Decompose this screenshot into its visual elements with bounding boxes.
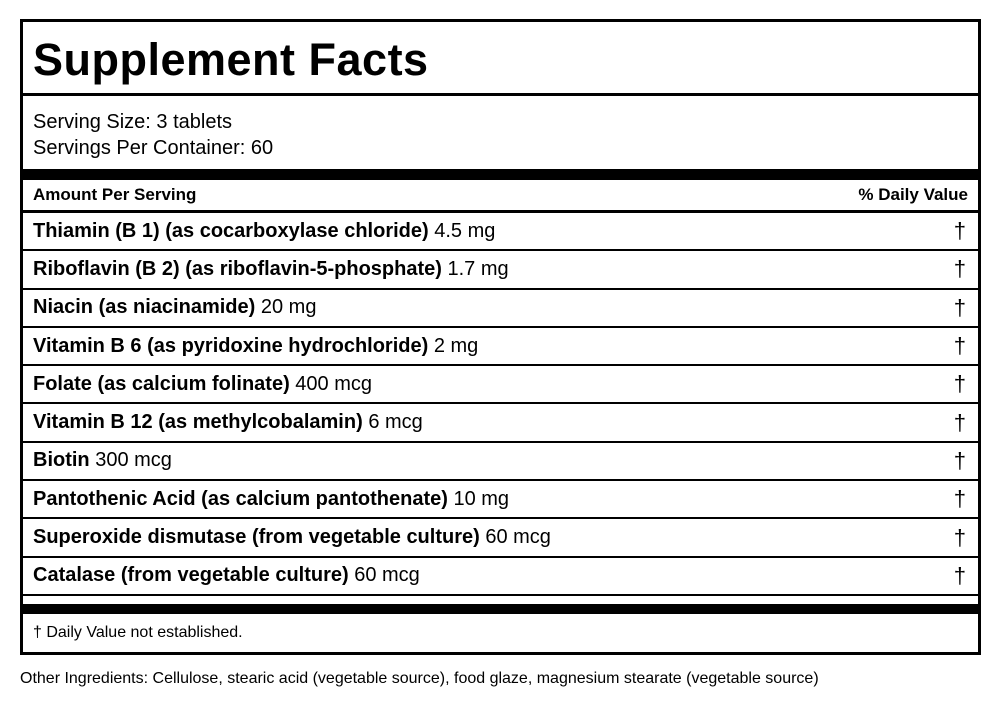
nutrient-row (23, 519, 978, 557)
daily-value-marker: † (953, 486, 966, 512)
spacer (23, 596, 978, 604)
nutrient-row (23, 481, 978, 519)
nutrient-row (23, 366, 978, 404)
daily-value-marker: † (953, 562, 966, 588)
nutrient-amount: 20 mg (260, 296, 317, 319)
servings-per-container: Servings Per Container: 60 (33, 137, 274, 159)
nutrient-row (23, 558, 978, 596)
nutrient-amount: 2 mg (433, 334, 479, 357)
nutrient-row (23, 443, 978, 481)
nutrient-row (23, 404, 978, 442)
nutrient-amount: 4.5 mg (434, 219, 496, 242)
nutrient-name: Superoxide dismutase (from vegetable culture) (33, 526, 480, 549)
panel-title: Supplement Facts (23, 22, 978, 96)
supplement-facts-panel (20, 19, 981, 655)
nutrient-amount: 1.7 mg (447, 257, 509, 280)
nutrient-amount: 60 mcg (485, 526, 551, 549)
nutrient-row (23, 328, 978, 366)
daily-value-marker: † (953, 447, 966, 473)
daily-value-marker: † (953, 524, 966, 550)
other-ingredients: Other Ingredients: Cellulose, stearic acid (vegetable source), food glaze, magnesium stearate (vegetable source) (20, 670, 819, 687)
nutrient-list (23, 213, 978, 596)
nutrient-amount: 300 mcg (95, 449, 172, 472)
daily-value-marker: † (953, 256, 966, 282)
nutrient-name: Pantothenic Acid (as calcium pantothenate) (33, 487, 448, 510)
nutrient-amount: 6 mcg (368, 411, 423, 434)
daily-value-label: % Daily Value (858, 185, 968, 204)
nutrient-name: Biotin (33, 449, 90, 472)
nutrient-name: Folate (as calcium folinate) (33, 372, 290, 395)
nutrient-row (23, 213, 978, 251)
amount-per-serving-label: Amount Per Serving (33, 185, 197, 204)
daily-value-marker: † (953, 218, 966, 244)
serving-size: Serving Size: 3 tablets (33, 111, 232, 133)
daily-value-marker: † (953, 294, 966, 320)
daily-value-marker: † (953, 409, 966, 435)
daily-value-marker: † (953, 333, 966, 359)
nutrient-name: Catalase (from vegetable culture) (33, 564, 349, 587)
column-header-row (23, 180, 978, 213)
daily-value-marker: † (953, 371, 966, 397)
serving-info (23, 96, 978, 169)
nutrient-row (23, 290, 978, 328)
nutrient-amount: 10 mg (453, 487, 510, 510)
footnote: † Daily Value not established. (33, 623, 243, 641)
nutrient-row (23, 251, 978, 289)
nutrient-name: Thiamin (B 1) (as cocarboxylase chloride) (33, 219, 429, 242)
nutrient-name: Riboflavin (B 2) (as riboflavin-5-phosphate) (33, 257, 442, 280)
nutrient-name: Vitamin B 6 (as pyridoxine hydrochloride) (33, 334, 429, 357)
thick-divider-bottom (23, 604, 978, 614)
nutrient-name: Niacin (as niacinamide) (33, 296, 256, 319)
nutrient-amount: 400 mcg (295, 372, 373, 395)
nutrient-amount: 60 mcg (354, 564, 420, 587)
thick-divider (23, 169, 978, 180)
nutrient-name: Vitamin B 12 (as methylcobalamin) (33, 411, 363, 434)
